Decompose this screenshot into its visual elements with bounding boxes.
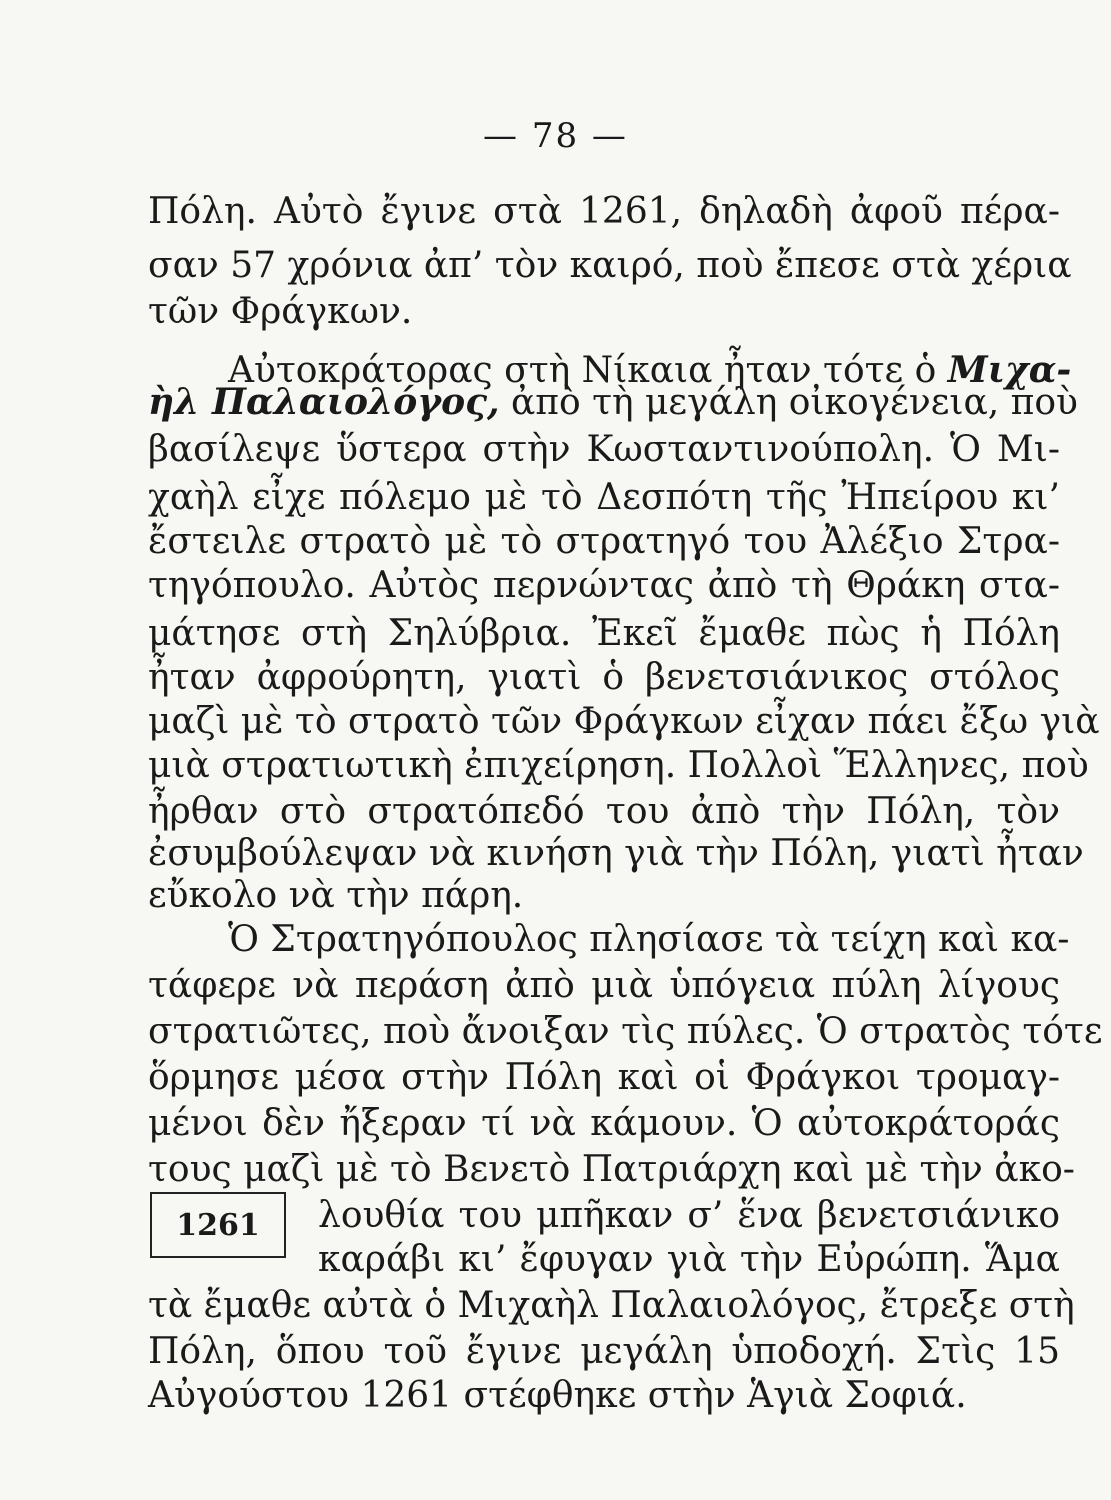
text-line: στρατιῶτες, ποὺ ἄνοιξαν τὶς πύλες. Ὁ στρατὸς τότε <box>148 1011 1103 1052</box>
text-line: Αὐγούστου 1261 στέφθηκε στὴν Ἁγιὰ Σοφιά. <box>148 1375 967 1416</box>
text-line: ἐσυμβούλεψαν νὰ κινήση γιὰ τὴν Πόλη, γιατὶ ἦταν <box>148 833 1084 874</box>
text-line: Πόλη, ὅπου τοῦ ἔγινε μεγάλη ὑποδοχή. Στὶς 15 <box>148 1331 1060 1372</box>
text-line: Ὁ Στρατηγόπουλος πλησίασε τὰ τείχη καὶ κα- <box>228 919 1070 960</box>
text-line: μαζὶ μὲ τὸ στρατὸ τῶν Φράγκων εἶχαν πάει ἔξω γιὰ <box>148 701 1100 742</box>
text-line: εὔκολο νὰ τὴν πάρη. <box>148 875 524 916</box>
text-fragment: Αὐτοκράτορας στὴ Νίκαια ἦταν τότε ὁ <box>228 350 937 391</box>
text-line <box>148 380 1078 424</box>
text-line: μάτησε στὴ Σηλύβρια. Ἐκεῖ ἔμαθε πὼς ἡ Πόλη <box>148 613 1060 654</box>
text-line: χαὴλ εἶχε πόλεμο μὲ τὸ Δεσπότη τῆς Ἠπείρου κι’ <box>148 477 1060 518</box>
text-line: ἔστειλε στρατὸ μὲ τὸ στρατηγό του Ἀλέξιο Στρα- <box>148 521 1060 562</box>
emphasis-name: ὴλ Παλαιολόγος, <box>148 381 500 423</box>
text-line: ὅρμησε μέσα στὴν Πόλη καὶ οἱ Φράγκοι τρομαγ- <box>148 1057 1060 1098</box>
text-line: τὰ ἔμαθε αὐτὰ ὁ Μιχαὴλ Παλαιολόγος, ἔτρεξε στὴ <box>148 1285 1075 1326</box>
text-line: σαν 57 χρόνια ἀπ’ τὸν καιρό, ποὺ ἔπεσε στὰ χέρια <box>148 245 1072 286</box>
text-line: ἦταν ἀφρούρητη, γιατὶ ὁ βενετσιάνικος στόλος <box>148 657 1060 698</box>
text-line: μιὰ στρατιωτικὴ ἐπιχείρηση. Πολλοὶ Ἕλληνες, ποὺ <box>148 745 1089 786</box>
text-line: καράβι κι’ ἔφυγαν γιὰ τὴν Εὐρώπη. Ἅμα <box>318 1239 1060 1280</box>
text-line: μένοι δὲν ἤξεραν τί νὰ κάμουν. Ὁ αὐτοκράτοράς <box>148 1103 1060 1144</box>
text-line: τους μαζὶ μὲ τὸ Βενετὸ Πατριάρχη καὶ μὲ τὴν ἀκο- <box>148 1149 1075 1190</box>
margin-year-box: 1261 <box>150 1192 286 1258</box>
text-line: ἦρθαν στὸ στρατόπεδό του ἀπὸ τὴν Πόλη, τὸν <box>148 791 1060 832</box>
text-line: βασίλεψε ὕστερα στὴν Κωσταντινούπολη. Ὁ Μι- <box>148 429 1060 470</box>
text-line: Πόλη. Αὐτὸ ἔγινε στὰ 1261, δηλαδὴ ἀφοῦ πέρα- <box>148 191 1060 232</box>
text-line: τάφερε νὰ περάση ἀπὸ μιὰ ὑπόγεια πύλη λίγους <box>148 965 1060 1006</box>
text-fragment: ἀπὸ τὴ μεγάλη οἰκογένεια, ποὺ <box>510 382 1078 423</box>
text-line: τηγόπουλο. Αὐτὸς περνώντας ἀπὸ τὴ Θράκη στα- <box>148 565 1060 606</box>
text-line: τῶν Φράγκων. <box>148 291 413 332</box>
page-number: — 78 — <box>483 116 628 156</box>
text-line: λουθία του μπῆκαν σ’ ἕνα βενετσιάνικο <box>318 1195 1060 1236</box>
emphasis-name: Μιχα- <box>947 349 1072 391</box>
